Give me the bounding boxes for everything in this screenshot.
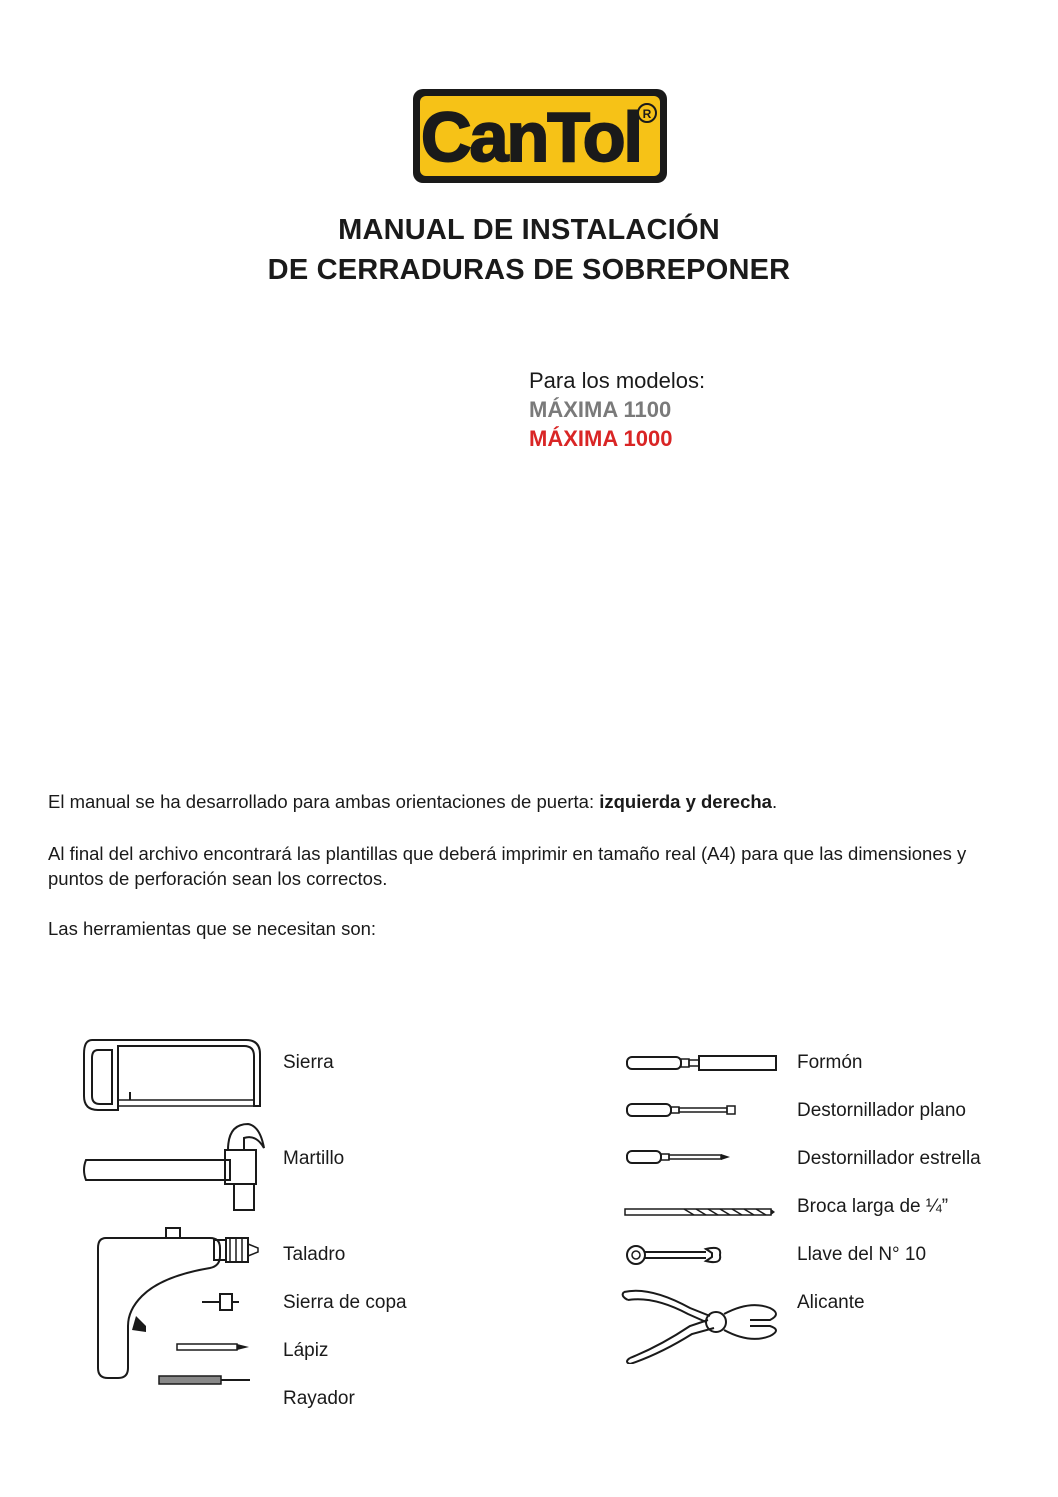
pliers-illustration-icon [620, 1284, 786, 1364]
svg-text:R: R [642, 107, 652, 121]
document-title-line2: DE CERRADURAS DE SOBREPONER [267, 254, 791, 286]
tool-label-destornillador-plano: Destornillador plano [797, 1100, 966, 1121]
tool-label-formon: Formón [797, 1052, 863, 1073]
tool-label-martillo: Martillo [283, 1148, 345, 1169]
phillips-screwdriver-illustration-icon [626, 1148, 732, 1166]
templates-paragraph: Al final del archivo encontrará las plantillas que deberá imprimir en tamaño real (A4) para que las dimensiones y puntos de perforación sean los correctos. [48, 843, 967, 889]
tool-label-broca: Broca larga de ¼” [797, 1196, 949, 1217]
model-maxima-1000: MÁXIMA 1000 [529, 426, 673, 451]
models-intro: Para los modelos: [529, 368, 706, 393]
orientation-period: . [771, 791, 778, 812]
models-block [529, 366, 705, 453]
tool-label-taladro: Taladro [283, 1244, 346, 1265]
tool-label-destornillador-estrella: Destornillador estrella [797, 1148, 981, 1169]
tool-label-llave: Llave del N° 10 [797, 1244, 927, 1265]
tool-label-alicante: Alicante [797, 1292, 865, 1313]
orientation-paragraph [48, 789, 1008, 814]
tool-label-sierra: Sierra [283, 1052, 334, 1073]
pencil-illustration-icon [176, 1342, 250, 1352]
model-maxima-1100: MÁXIMA 1100 [529, 397, 672, 422]
flat-screwdriver-illustration-icon [626, 1101, 738, 1119]
orientation-bold: izquierda y derecha [599, 791, 772, 812]
orientation-text: El manual se ha desarrollado para ambas orientaciones de puerta: [48, 791, 600, 812]
drill-bit-illustration-icon [624, 1206, 776, 1218]
hammer-illustration-icon [80, 1122, 266, 1214]
wrench-illustration-icon [624, 1243, 724, 1267]
chisel-illustration-icon [626, 1053, 778, 1073]
hole-saw-illustration-icon [200, 1290, 240, 1314]
tool-label-rayador: Rayador [283, 1388, 355, 1409]
tools-intro: Las herramientas que se necesitan son: [48, 918, 377, 939]
document-title-line1: MANUAL DE INSTALACIÓN [338, 214, 720, 246]
scriber-illustration-icon [158, 1374, 252, 1386]
cantol-logo [411, 87, 669, 185]
tool-label-lapiz: Lápiz [283, 1340, 329, 1361]
saw-illustration-icon [78, 1036, 264, 1116]
svg-text:CanTol: CanTol [420, 98, 642, 176]
tool-label-sierra-de-copa: Sierra de copa [283, 1292, 407, 1313]
